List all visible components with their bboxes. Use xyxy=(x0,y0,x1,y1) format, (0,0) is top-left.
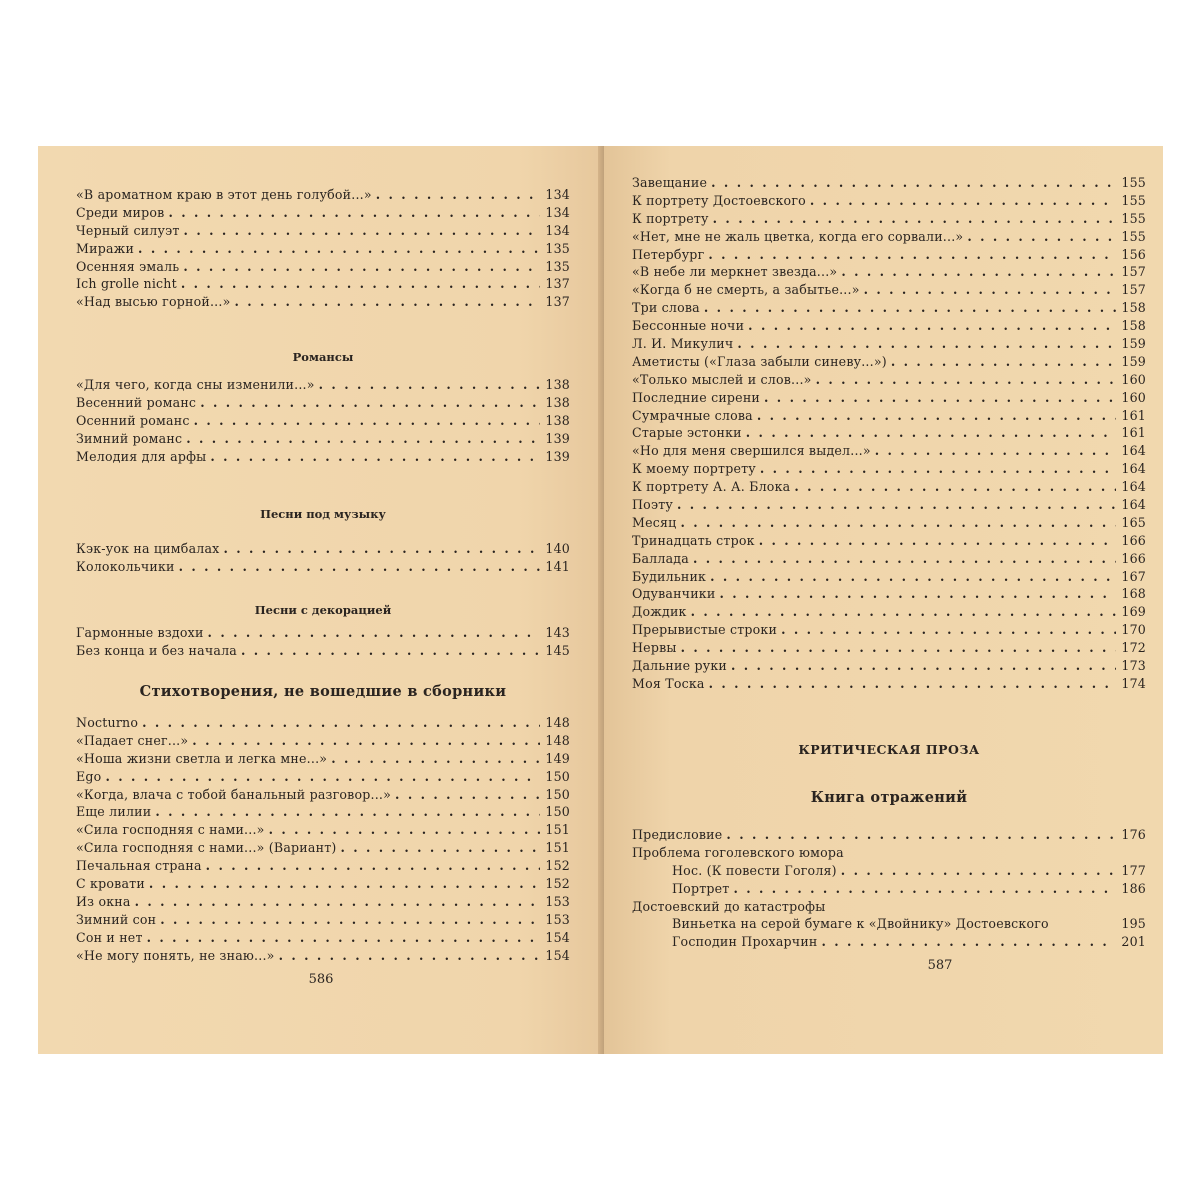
dot-leader xyxy=(192,732,540,750)
dot-leader xyxy=(759,532,1116,550)
toc-entry xyxy=(76,911,570,929)
toc-entry-page: 138 xyxy=(545,412,570,428)
toc-entry xyxy=(632,299,1146,317)
toc-entry-title: Зимний сон xyxy=(76,911,157,927)
toc-entry xyxy=(632,603,1146,621)
toc-entry-title: Сон и нет xyxy=(76,929,143,945)
toc-entry xyxy=(632,246,1146,264)
toc-entry-title: Одуванчики xyxy=(632,586,716,602)
dot-leader xyxy=(135,893,540,911)
toc-entry-title: Гармонные вздохи xyxy=(76,625,204,640)
toc-entry-page: 165 xyxy=(1121,514,1146,530)
section-heading-book: Книга отражений xyxy=(810,789,968,806)
toc-entry-title: «Не могу понять, не знаю...» xyxy=(76,947,275,963)
toc-entry xyxy=(76,222,570,240)
toc-entry-title: Осенний романс xyxy=(76,412,190,428)
toc-entry-page: 149 xyxy=(545,750,570,766)
toc-entry-page: 155 xyxy=(1121,228,1146,244)
toc-entry-page: 201 xyxy=(1121,934,1146,950)
toc-entry-title: Мелодия для арфы xyxy=(76,448,207,464)
dot-leader xyxy=(149,875,540,893)
toc-entry-title: Портрет xyxy=(672,880,730,896)
dot-leader xyxy=(822,933,1116,951)
toc-entry xyxy=(76,750,570,768)
toc-entry xyxy=(76,412,570,430)
dot-leader xyxy=(183,258,540,276)
toc-entry-title: Месяц xyxy=(632,514,677,530)
toc-entry xyxy=(632,550,1146,568)
toc-entry-title: «Когда б не смерть, а забытье...» xyxy=(632,282,860,298)
toc-entry-title: Завещание xyxy=(632,175,708,190)
toc-entry-page: 160 xyxy=(1121,389,1146,405)
toc-entry-title: «Для чего, когда сны изменили...» xyxy=(76,377,315,392)
dot-leader xyxy=(179,558,540,576)
toc-entry xyxy=(632,371,1146,389)
toc-entry-page: 159 xyxy=(1121,353,1146,369)
dot-leader xyxy=(737,335,1116,353)
page-number-left: 586 xyxy=(308,972,334,987)
dot-leader xyxy=(681,639,1116,657)
toc-entry-title: Ego xyxy=(76,768,102,784)
dot-leader xyxy=(168,204,540,222)
dot-leader xyxy=(269,821,540,839)
toc-entry xyxy=(632,460,1146,478)
toc-entry xyxy=(632,335,1146,353)
toc-entry-page: 155 xyxy=(1121,175,1146,190)
toc-block-6 xyxy=(632,174,1146,693)
toc-entry-page: 140 xyxy=(545,541,570,556)
toc-entry xyxy=(632,174,1146,192)
toc-entry-page: 156 xyxy=(1121,246,1146,262)
toc-entry xyxy=(632,442,1146,460)
dot-leader xyxy=(760,460,1116,478)
toc-entry-page: 158 xyxy=(1121,300,1146,316)
toc-entry-title: Поэту xyxy=(632,497,673,513)
dot-leader xyxy=(105,768,540,786)
toc-entry-page: 134 xyxy=(545,204,570,220)
toc-block-1 xyxy=(76,186,570,311)
toc-entry xyxy=(632,192,1146,210)
toc-entry-page: 170 xyxy=(1121,622,1146,638)
dot-leader xyxy=(748,317,1116,335)
toc-entry-title: Ich grolle nicht xyxy=(76,276,177,292)
toc-entry-page: 143 xyxy=(545,625,570,640)
dot-leader xyxy=(181,275,540,293)
toc-entry-page: 148 xyxy=(545,715,570,730)
toc-entry-title: Весенний романс xyxy=(76,394,197,410)
toc-entry-title: С кровати xyxy=(76,876,145,892)
toc-entry xyxy=(632,862,1146,880)
dot-leader xyxy=(395,786,540,804)
toc-entry xyxy=(76,803,570,821)
toc-block-4 xyxy=(76,624,570,660)
toc-entry-page: 134 xyxy=(545,222,570,238)
toc-entry-page: 176 xyxy=(1121,827,1146,842)
dot-leader xyxy=(234,293,540,311)
toc-entry-title: Осенняя эмаль xyxy=(76,258,180,274)
toc-entry-page: 153 xyxy=(545,893,570,909)
dot-leader xyxy=(711,174,1116,192)
toc-entry xyxy=(632,317,1146,335)
toc-entry-title: Бессонные ночи xyxy=(632,318,745,334)
toc-entry-title: «Когда, влача с тобой банальный разговор...» xyxy=(76,786,392,802)
toc-entry-page: 195 xyxy=(1121,916,1146,932)
dot-leader xyxy=(693,550,1116,568)
toc-block-5 xyxy=(76,714,570,964)
toc-entry-title: Виньетка на серой бумаге к «Двойнику» Достоевского xyxy=(672,916,1049,932)
toc-entry-page: 161 xyxy=(1121,425,1146,441)
toc-entry xyxy=(632,621,1146,639)
toc-entry xyxy=(76,558,570,576)
toc-entry-title: Кэк-уок на цимбалах xyxy=(76,541,220,556)
toc-entry-page: 164 xyxy=(1121,461,1146,477)
toc-entry-title: Три слова xyxy=(632,300,700,316)
toc-entry-page: 173 xyxy=(1121,658,1146,674)
toc-entry-page: 157 xyxy=(1121,282,1146,298)
toc-entry xyxy=(76,947,570,965)
toc-entry xyxy=(632,281,1146,299)
toc-entry-page: 151 xyxy=(545,840,570,856)
dot-leader xyxy=(841,263,1116,281)
toc-entry-page: 138 xyxy=(545,394,570,410)
toc-entry-page: 148 xyxy=(545,732,570,748)
toc-entry-title: Проблема гоголевского юмора xyxy=(632,844,844,860)
section-heading-uncollected: Стихотворения, не вошедшие в сборники xyxy=(139,683,507,700)
dot-leader xyxy=(726,826,1116,844)
dot-leader xyxy=(194,412,540,430)
page-number-right: 587 xyxy=(927,958,953,973)
toc-entry-page: 141 xyxy=(545,558,570,574)
dot-leader xyxy=(731,657,1116,675)
dot-leader xyxy=(184,222,540,240)
toc-entry-page: 160 xyxy=(1121,371,1146,387)
toc-entry-title: Баллада xyxy=(632,550,689,566)
dot-leader xyxy=(841,862,1116,880)
toc-entry-page: 157 xyxy=(1121,264,1146,280)
toc-entry xyxy=(76,258,570,276)
toc-entry-title: Из окна xyxy=(76,893,131,909)
toc-entry-page: 134 xyxy=(545,187,570,202)
toc-entry-title: Колокольчики xyxy=(76,558,175,574)
toc-entry xyxy=(76,642,570,660)
toc-entry-page: 166 xyxy=(1121,550,1146,566)
dot-leader xyxy=(719,585,1116,603)
dot-leader xyxy=(691,603,1116,621)
toc-entry-page: 155 xyxy=(1121,192,1146,208)
toc-entry-page: 164 xyxy=(1121,497,1146,513)
toc-entry xyxy=(76,394,570,412)
toc-entry-title: Последние сирени xyxy=(632,389,761,405)
toc-entry xyxy=(76,293,570,311)
left-page xyxy=(38,146,604,1054)
right-page xyxy=(604,146,1163,1054)
toc-entry xyxy=(632,389,1146,407)
toc-entry-title: Еще лилии xyxy=(76,804,152,820)
toc-entry-page: 161 xyxy=(1121,407,1146,423)
toc-entry xyxy=(632,353,1146,371)
toc-entry xyxy=(632,407,1146,425)
toc-entry-title: «Ноша жизни светла и легка мне...» xyxy=(76,750,328,766)
toc-entry-title: Господин Прохарчин xyxy=(672,934,818,950)
toc-entry-page: 177 xyxy=(1121,862,1146,878)
toc-entry xyxy=(632,880,1146,898)
toc-entry-title: Нос. (К повести Гоголя) xyxy=(672,862,837,878)
toc-entry xyxy=(76,875,570,893)
toc-entry xyxy=(76,430,570,448)
toc-entry-page: 138 xyxy=(545,377,570,392)
dot-leader xyxy=(713,210,1116,228)
dot-leader xyxy=(710,568,1116,586)
dot-leader xyxy=(279,947,540,965)
toc-entry-title: «Над высью горной...» xyxy=(76,294,231,310)
toc-entry-page: 152 xyxy=(545,876,570,892)
toc-entry-page: 186 xyxy=(1121,880,1146,896)
toc-entry xyxy=(76,204,570,222)
toc-entry-page: 154 xyxy=(545,947,570,963)
toc-entry-page: 150 xyxy=(545,768,570,784)
toc-entry xyxy=(76,857,570,875)
toc-entry-title: К портрету xyxy=(632,210,709,226)
toc-entry-title: Тринадцать строк xyxy=(632,532,755,548)
toc-entry xyxy=(632,478,1146,496)
toc-entry xyxy=(632,424,1146,442)
toc-entry-page: 167 xyxy=(1121,568,1146,584)
toc-entry xyxy=(632,657,1146,675)
toc-entry-page: 174 xyxy=(1121,675,1146,691)
toc-entry xyxy=(76,448,570,466)
toc-entry xyxy=(632,933,1146,951)
toc-entry-page: 137 xyxy=(545,294,570,310)
toc-block-7 xyxy=(632,826,1146,951)
dot-leader xyxy=(781,621,1116,639)
toc-entry-title: «Сила господняя с нами...» xyxy=(76,822,265,838)
toc-entry-title: «Сила господняя с нами...» (Вариант) xyxy=(76,840,337,856)
toc-entry xyxy=(76,786,570,804)
toc-entry xyxy=(76,275,570,293)
toc-entry-title: «Но для меня свершился выдел...» xyxy=(632,443,871,459)
dot-leader xyxy=(757,407,1116,425)
toc-entry-page: 152 xyxy=(545,858,570,874)
toc-entry xyxy=(632,639,1146,657)
toc-entry-title: Достоевский до катастрофы xyxy=(632,898,826,914)
toc-entry-page: 150 xyxy=(545,804,570,820)
toc-entry-title: «Падает снег...» xyxy=(76,732,189,748)
toc-entry-title: Нервы xyxy=(632,640,677,656)
toc-entry-page: 139 xyxy=(545,448,570,464)
toc-entry xyxy=(76,186,570,204)
dot-leader xyxy=(200,394,540,412)
toc-entry-title: «Нет, мне не жаль цветка, когда его сорвали...» xyxy=(632,228,964,244)
toc-entry-page: 135 xyxy=(545,240,570,256)
dot-leader xyxy=(764,389,1116,407)
dot-leader xyxy=(331,750,540,768)
toc-entry-page: 135 xyxy=(545,258,570,274)
toc-entry-title: Миражи xyxy=(76,240,135,256)
toc-entry-title: Будильник xyxy=(632,568,707,584)
dot-leader xyxy=(160,911,540,929)
dot-leader xyxy=(186,430,540,448)
toc-entry xyxy=(632,568,1146,586)
dot-leader xyxy=(891,353,1116,371)
toc-entry-title: Среди миров xyxy=(76,204,165,220)
toc-entry-title: Зимний романс xyxy=(76,430,183,446)
toc-entry xyxy=(632,585,1146,603)
toc-entry xyxy=(76,929,570,947)
dot-leader xyxy=(709,675,1116,693)
toc-entry-title: Старые эстонки xyxy=(632,425,742,441)
toc-entry-title: «В ароматном краю в этот день голубой...» xyxy=(76,187,372,202)
toc-entry-title: К портрету А. А. Блока xyxy=(632,479,791,495)
dot-leader xyxy=(208,624,540,642)
dot-leader xyxy=(376,186,540,204)
dot-leader xyxy=(967,228,1116,246)
dot-leader xyxy=(155,803,540,821)
toc-entry-title: Дальние руки xyxy=(632,658,727,674)
dot-leader xyxy=(142,714,540,732)
toc-entry xyxy=(76,240,570,258)
toc-entry xyxy=(632,210,1146,228)
dot-leader xyxy=(224,540,541,558)
toc-entry-title: К моему портрету xyxy=(632,461,756,477)
toc-entry-title: К портрету Достоевского xyxy=(632,192,806,208)
dot-leader xyxy=(733,880,1116,898)
toc-entry-title: Печальная страна xyxy=(76,858,202,874)
toc-entry xyxy=(76,540,570,558)
toc-entry xyxy=(76,768,570,786)
toc-entry-title: Nocturno xyxy=(76,715,139,730)
toc-entry xyxy=(76,821,570,839)
section-heading-romances: Романсы xyxy=(292,350,354,364)
dot-leader xyxy=(241,642,540,660)
toc-entry-title: Петербург xyxy=(632,246,705,262)
toc-entry xyxy=(632,898,1146,916)
toc-entry xyxy=(76,376,570,394)
toc-entry-page: 169 xyxy=(1121,604,1146,620)
dot-leader xyxy=(875,442,1116,460)
toc-entry-page: 145 xyxy=(545,642,570,658)
dot-leader xyxy=(704,299,1116,317)
toc-entry-page: 158 xyxy=(1121,318,1146,334)
toc-entry xyxy=(76,893,570,911)
toc-entry-title: Прерывистые строки xyxy=(632,622,778,638)
toc-entry xyxy=(76,714,570,732)
toc-entry-page: 154 xyxy=(545,929,570,945)
dot-leader xyxy=(677,496,1116,514)
toc-entry-title: Л. И. Микулич xyxy=(632,336,734,352)
dot-leader xyxy=(319,376,540,394)
dot-leader xyxy=(816,371,1116,389)
toc-entry-page: 137 xyxy=(545,276,570,292)
section-heading-songs-music: Песни под музыку xyxy=(260,507,386,521)
toc-entry-title: Аметисты («Глаза забыли синеву...») xyxy=(632,353,887,369)
dot-leader xyxy=(794,478,1116,496)
toc-entry-title: Дождик xyxy=(632,604,687,620)
dot-leader xyxy=(147,929,540,947)
toc-entry-page: 172 xyxy=(1121,640,1146,656)
toc-entry-page: 168 xyxy=(1121,586,1146,602)
toc-entry xyxy=(632,514,1146,532)
toc-block-2 xyxy=(76,376,570,465)
toc-entry-title: «Только мыслей и слов...» xyxy=(632,371,812,387)
toc-entry-page: 155 xyxy=(1121,210,1146,226)
dot-leader xyxy=(680,514,1116,532)
dot-leader xyxy=(210,448,540,466)
toc-entry xyxy=(632,675,1146,693)
dot-leader xyxy=(206,857,540,875)
toc-entry-title: Моя Тоска xyxy=(632,675,705,691)
toc-entry xyxy=(632,496,1146,514)
toc-entry-page: 164 xyxy=(1121,479,1146,495)
toc-entry xyxy=(632,915,1146,933)
toc-entry xyxy=(632,228,1146,246)
section-heading-songs-decoration: Песни с декорацией xyxy=(254,603,392,617)
toc-entry xyxy=(632,532,1146,550)
toc-entry-title: Без конца и без начала xyxy=(76,642,237,658)
toc-entry xyxy=(632,844,1146,862)
dot-leader xyxy=(864,281,1116,299)
toc-entry-page: 139 xyxy=(545,430,570,446)
dot-leader xyxy=(138,240,540,258)
toc-entry-page: 150 xyxy=(545,786,570,802)
book-spread xyxy=(38,146,1163,1054)
dot-leader xyxy=(746,424,1116,442)
toc-entry xyxy=(76,624,570,642)
toc-entry xyxy=(76,839,570,857)
toc-entry-title: Предисловие xyxy=(632,827,723,842)
dot-leader xyxy=(340,839,540,857)
section-heading-prose: КРИТИЧЕСКАЯ ПРОЗА xyxy=(798,742,980,757)
toc-entry-title: Сумрачные слова xyxy=(632,407,753,423)
toc-entry xyxy=(632,826,1146,844)
dot-leader xyxy=(810,192,1116,210)
toc-entry xyxy=(632,263,1146,281)
toc-entry-page: 151 xyxy=(545,822,570,838)
toc-entry-page: 166 xyxy=(1121,532,1146,548)
dot-leader xyxy=(708,246,1116,264)
toc-entry xyxy=(76,732,570,750)
toc-entry-page: 153 xyxy=(545,911,570,927)
toc-entry-page: 159 xyxy=(1121,336,1146,352)
toc-entry-title: «В небе ли меркнет звезда...» xyxy=(632,264,838,280)
toc-block-3 xyxy=(76,540,570,576)
toc-entry-page: 164 xyxy=(1121,443,1146,459)
toc-entry-title: Черный силуэт xyxy=(76,222,180,238)
